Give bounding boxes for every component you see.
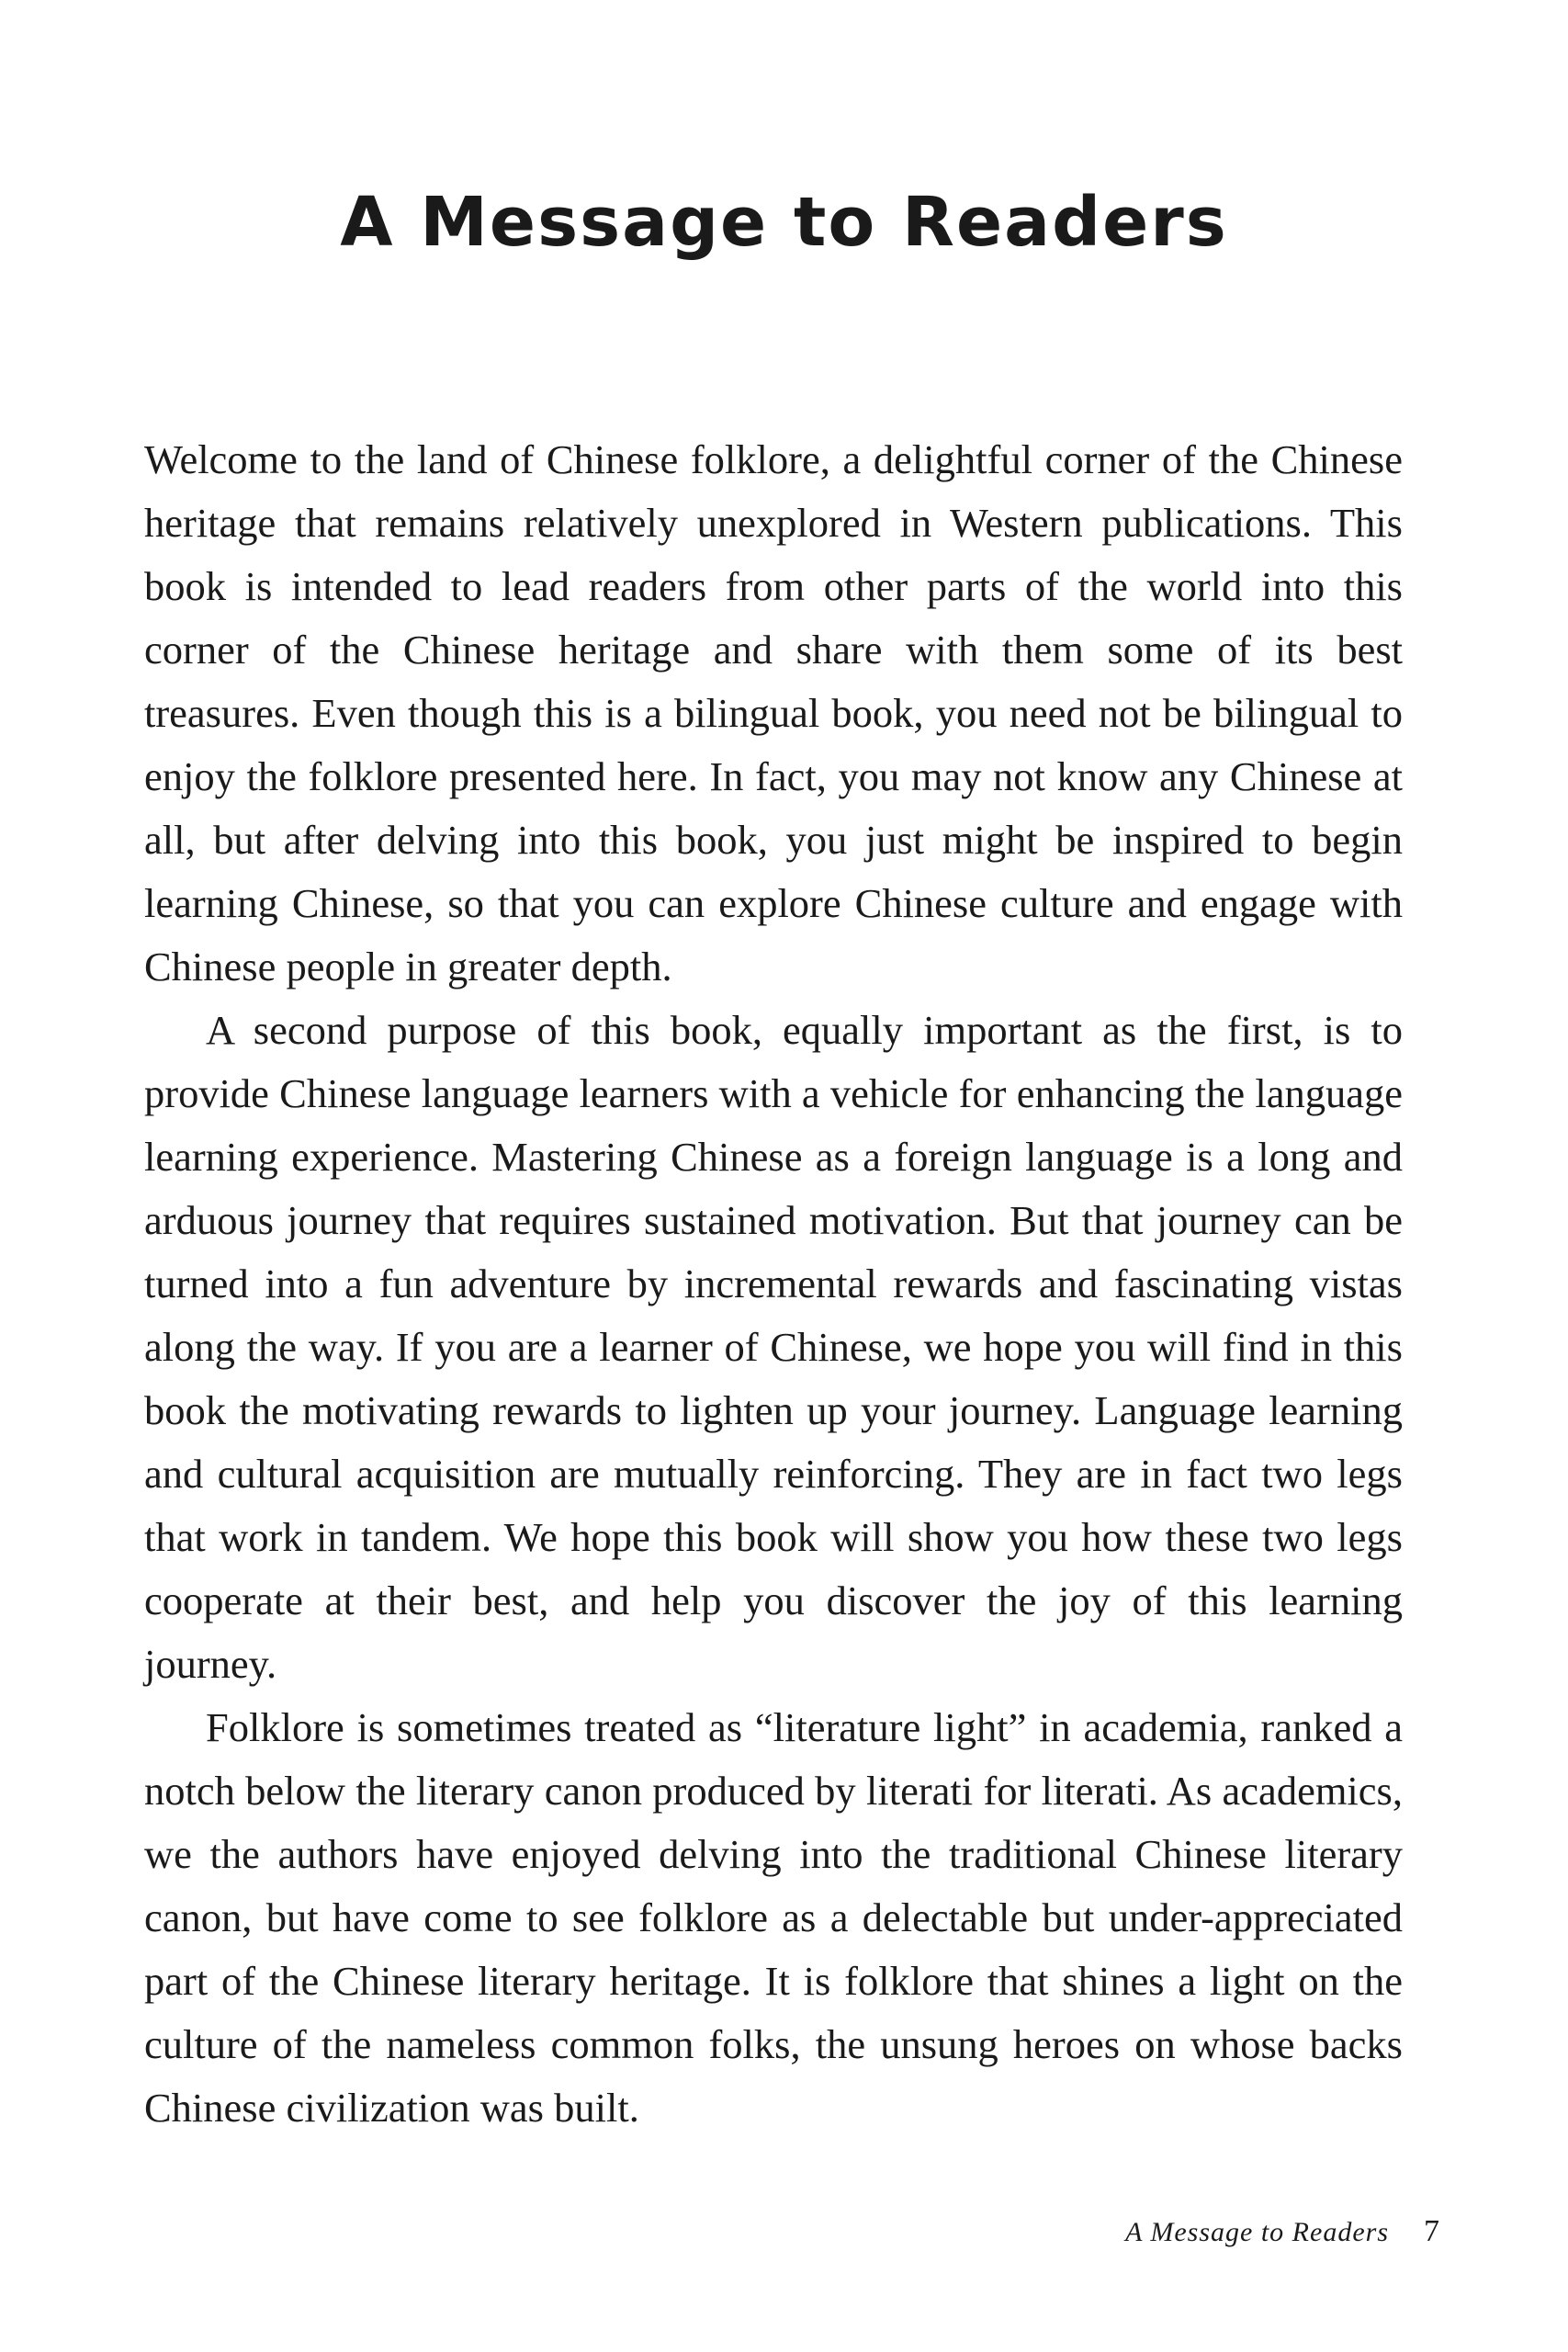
paragraph-2: A second purpose of this book, equally important as the first, is to provide Chinese language learners with a vehicle for enhancing the language learning experience. Mastering Chinese as a foreign language is a long and arduous journey that requires sustained motivation. But that journey can be turned into a fun adventure by incremental rewards and fascinating vistas along the way. If you are a learner of Chinese, we hope you will find in this book the motivating rewards to lighten up your journey. Language learning and cultural acquisition are mutually reinforcing. They are in fact two legs that work in tandem. We hope this book will show you how these two legs cooperate at their best, and help you discover the joy of this learning journey. <box>144 1007 1403 1687</box>
page-number: 7 <box>1424 2214 1439 2248</box>
page-title: A Message to Readers <box>340 183 1228 262</box>
body-text <box>144 428 1403 2140</box>
page-footer <box>1125 2214 1439 2249</box>
paragraph-1: Welcome to the land of Chinese folklore, a delightful corner of the Chinese heritage that remains relatively unexplored in Western publications. This book is intended to lead readers from other parts of the world into this corner of the Chinese heritage and share with them some of its best treasures. Even though this is a bilingual book, you need not be bilingual to enjoy the folklore presented here. In fact, you may not know any Chinese at all, but after delving into this book, you just might be inspired to begin learning Chinese, so that you can explore Chinese culture and engage with Chinese people in greater depth. <box>144 436 1403 989</box>
paragraph-3: Folklore is sometimes treated as “literature light” in academia, ranked a notch below the literary canon produced by literati for literati. As academics, we the authors have enjoyed delving into the traditional Chinese literary canon, but have come to see folklore as a delectable but under-appreciated part of the Chinese literary heritage. It is folklore that shines a light on the culture of the nameless common folks, the unsung heroes on whose backs Chinese civilization was built. <box>144 1704 1403 2131</box>
running-head: A Message to Readers <box>1125 2217 1389 2247</box>
